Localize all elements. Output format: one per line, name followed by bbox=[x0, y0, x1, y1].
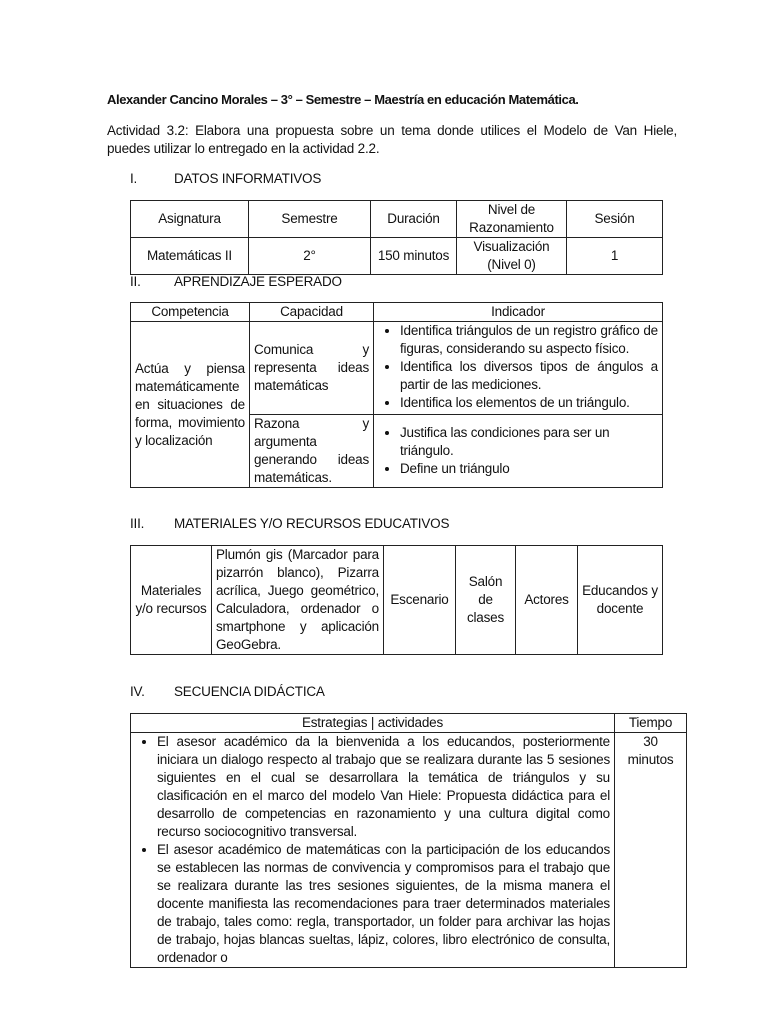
header-cell: Nivel de Razonamiento bbox=[457, 201, 567, 238]
header-cell: Asignatura bbox=[131, 201, 249, 238]
list-item: • El asesor académico de matemáticas con la participación de los educandos se establecen las normas de convivencia y compromisos para el trabajo que se realizara durante las tres sesiones siguientes, de la misma manera el docente manifiesta las recomendaciones para traer determinados materiales de trabajo, tales como: regla, transportador, un folder para archivar las hojas de trabajo, hojas blancas sueltas, lápiz, colores, libro electrónico de consulta, ordenador o bbox=[157, 841, 610, 967]
activity-statement: Actividad 3.2: Elabora una propuesta sobre un tema donde utilices el Modelo de Van Hiele, puedes utilizar lo entregado en la actividad 2.2. bbox=[107, 123, 677, 156]
list-item: • Define un triángulo bbox=[400, 460, 658, 478]
section-label: MATERIALES Y/O RECURSOS EDUCATIVOS bbox=[174, 516, 450, 531]
header-cell: Semestre bbox=[249, 201, 371, 238]
header-cell: Tiempo bbox=[615, 714, 687, 733]
label-cell: Actores bbox=[516, 546, 578, 655]
list-item: • Identifica triángulos de un registro gráfico de figuras, considerando su aspecto físico. bbox=[400, 322, 658, 358]
table-cell: Visualización (Nivel 0) bbox=[457, 238, 567, 275]
aprendizaje-esperado-table bbox=[130, 302, 663, 488]
estrategias-cell bbox=[131, 733, 615, 968]
header-cell: Sesión bbox=[567, 201, 663, 238]
section-label: APRENDIZAJE ESPERADO bbox=[174, 274, 342, 289]
section-number: IV. bbox=[130, 684, 145, 699]
list-item: • Justifica las condiciones para ser un triángulo. bbox=[400, 424, 658, 460]
datos-informativos-table bbox=[130, 200, 663, 275]
list-item: • Identifica los diversos tipos de ángulos a partir de las mediciones. bbox=[400, 358, 658, 394]
section-heading-aprendizaje bbox=[130, 274, 342, 289]
table-row bbox=[131, 733, 687, 968]
table-row bbox=[131, 238, 663, 275]
table-cell: Matemáticas II bbox=[131, 238, 249, 275]
section-number: II. bbox=[130, 274, 141, 289]
indicador-cell bbox=[374, 415, 663, 488]
secuencia-didactica-table bbox=[130, 713, 687, 968]
header-cell: Competencia bbox=[131, 303, 250, 322]
document-title: Alexander Cancino Morales – 3° – Semestre – Maestría en educación Matemática. bbox=[107, 92, 579, 107]
capacidad-cell: Comunica y representa ideas matemáticas bbox=[250, 322, 374, 415]
header-cell: Duración bbox=[371, 201, 457, 238]
table-header-row bbox=[131, 201, 663, 238]
section-heading-materiales bbox=[130, 516, 449, 531]
indicador-list bbox=[378, 322, 658, 412]
section-number: III. bbox=[130, 516, 145, 531]
list-item: • El asesor académico da la bienvenida a los educandos, posteriormente iniciara un dialogo respecto al trabajo que se realizara durante las 5 sesiones siguientes en el cual se desarrollara la temática de triángulos y su clasificación en el marco del modelo Van Hiele: Propuesta didáctica para el desarrollo de competencias en razonamiento y una cultura digital como recurso sociocognitivo transversal. bbox=[157, 733, 610, 841]
section-label: SECUENCIA DIDÁCTICA bbox=[174, 684, 325, 699]
section-label: DATOS INFORMATIVOS bbox=[174, 171, 322, 186]
materiales-table bbox=[130, 545, 663, 655]
label-cell: Escenario bbox=[384, 546, 456, 655]
section-number: I. bbox=[130, 171, 138, 186]
materiales-cell: Plumón gis (Marcador para pizarrón blanco), Pizarra acrílica, Juego geométrico, Calculadora, ordenador o smartphone y aplicación GeoGebra. bbox=[212, 546, 384, 655]
tiempo-cell: 30 minutos bbox=[615, 733, 687, 968]
estrategias-list bbox=[135, 733, 610, 967]
label-cell: Materiales y/o recursos bbox=[131, 546, 212, 655]
table-cell: 150 minutos bbox=[371, 238, 457, 275]
escenario-cell: Salón de clases bbox=[456, 546, 516, 655]
actores-cell: Educandos y docente bbox=[578, 546, 663, 655]
table-header-row bbox=[131, 714, 687, 733]
section-heading-secuencia bbox=[130, 684, 325, 699]
indicador-list bbox=[378, 424, 658, 478]
list-item: • Identifica los elementos de un triángulo. bbox=[400, 394, 658, 412]
competencia-cell: Actúa y piensa matemáticamente en situaciones de forma, movimiento y localización bbox=[131, 322, 250, 488]
header-cell: Estrategias | actividades bbox=[131, 714, 615, 733]
capacidad-cell: Razona y argumenta generando ideas matemáticas. bbox=[250, 415, 374, 488]
table-cell: 2° bbox=[249, 238, 371, 275]
table-row bbox=[131, 322, 663, 415]
header-cell: Indicador bbox=[374, 303, 663, 322]
indicador-cell bbox=[374, 322, 663, 415]
table-row bbox=[131, 546, 663, 655]
section-heading-datos bbox=[130, 171, 321, 186]
table-cell: 1 bbox=[567, 238, 663, 275]
header-cell: Capacidad bbox=[250, 303, 374, 322]
table-header-row bbox=[131, 303, 663, 322]
